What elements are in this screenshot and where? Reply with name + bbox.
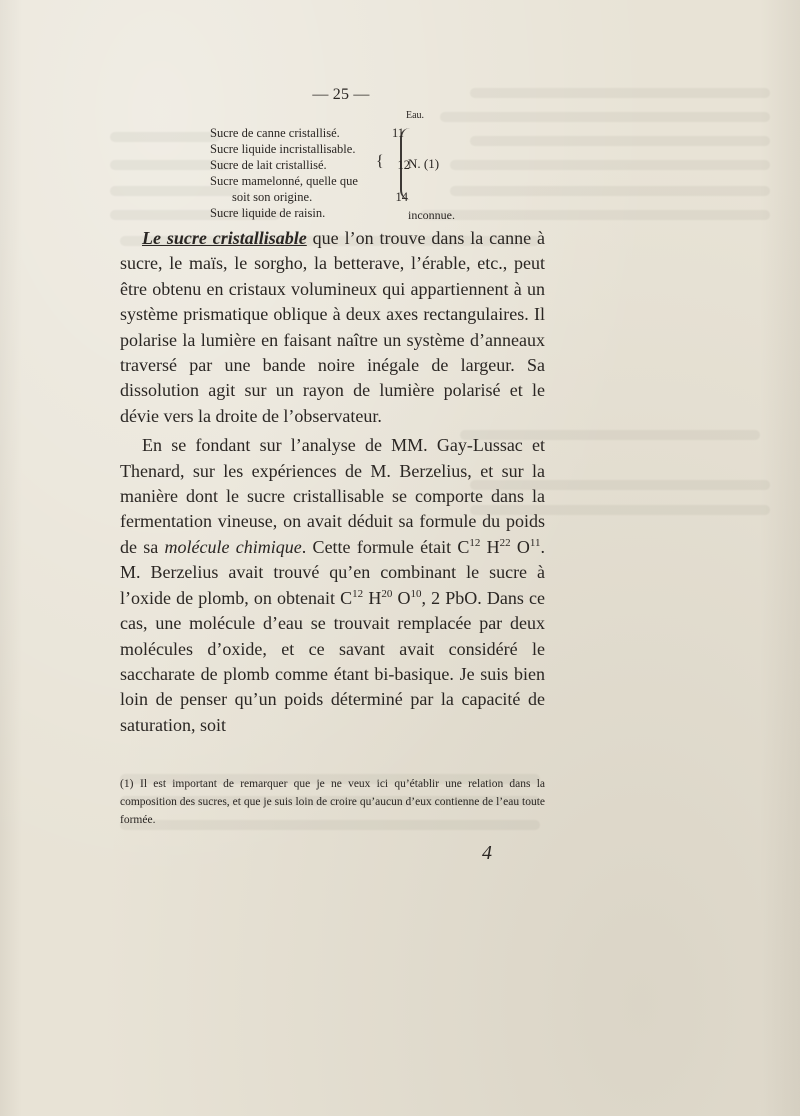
table-header-eau: Eau.: [405, 110, 425, 121]
paragraph-2-italic: molécule chimique: [164, 536, 302, 557]
table-formula: N. (1): [408, 156, 440, 171]
paragraph-1-lead: Le sucre cristallisable: [142, 228, 307, 248]
formula-o: O: [510, 536, 530, 557]
formula-c12-sup: 12: [469, 536, 481, 549]
formula-h20-sup: 20: [381, 587, 393, 600]
paragraph-2-part-1: En se fondant sur l’analyse de MM. Gay-Lussac et Thenard, sur les expériences de M. Berzelius, et sur la manière dont le sucre cristallisable se comporte dans la fermentation vineuse, on avait déduit sa formule du poids de sa: [120, 435, 545, 557]
paragraph-2: [120, 433, 545, 738]
table-row-1: Sucre de canne cristallisé.: [210, 126, 340, 140]
paragraph-2-part-3: . M. Berzelius avait trouvé qu’en combinant le sucre à l’oxide de plomb, on obtenait C: [120, 536, 546, 608]
paragraph-1-rest: que l’on trouve dans la canne à sucre, le maïs, le sorgho, la betterave, l’érable, etc., peut être obtenu en cristaux volumineux qui appartiennent à un système prismatique oblique à deux axes rectangulaires. Il polarise la lumière en faisant naître un système d’anneaux traversé par une bande noire inégale de largeur. Sa dissolution agit sur un rayon de lumière polarisé et le dévie vers la droite de l’observateur.: [120, 228, 545, 426]
table-unknown: inconnue.: [408, 208, 455, 222]
formula-h: H: [480, 536, 500, 557]
formula-o11-sup: 11: [529, 536, 541, 549]
table-small-brace: {: [376, 153, 384, 170]
table-row-6: Sucre liquide de raisin.: [210, 206, 326, 220]
paragraph-2-part-2: . Cette formule était C: [301, 536, 470, 557]
formula-o2: O: [392, 587, 411, 608]
table-value-14: 14: [395, 190, 408, 204]
formula-c12b-sup: 12: [352, 587, 364, 600]
table-row-5: soit son origine.: [232, 190, 313, 204]
footnote-mark: (1): [120, 778, 134, 790]
table-row-3: Sucre de lait cristallisé.: [210, 158, 327, 172]
table-row-2: Sucre liquide incristallisable.: [210, 142, 356, 156]
formula-h2: H: [363, 587, 382, 608]
formula-o10-sup: 10: [410, 587, 422, 600]
table-row-4: Sucre mamelonné, quelle que: [210, 174, 358, 188]
composition-table: [210, 110, 570, 220]
table-value-11: 11: [391, 126, 404, 140]
table-large-brace: [400, 128, 412, 200]
page-number: — 25 —: [312, 86, 370, 103]
footnote: [120, 775, 545, 829]
paragraph-2-part-4: , 2 PbO. Dans ce cas, une molécule d’eau se trouvait remplacée par deux molécules d’oxide, et ce savant avait considéré le saccharate de plomb comme étant bi-basique. Je suis bien loin de penser qu’un poids déterminé par la capacité de saturation, soit: [120, 587, 545, 735]
table-value-12: 12: [397, 158, 410, 172]
main-text: [120, 226, 545, 742]
folio-number: 4: [482, 842, 492, 864]
paragraph-1: [120, 226, 545, 429]
footnote-text: Il est important de remarquer que je ne veux ici qu’établir une relation dans la composition des sucres, et que je suis loin de croire qu’aucun d’eux contienne de l’eau toute formée.: [120, 778, 545, 826]
formula-h22-sup: 22: [499, 536, 511, 549]
